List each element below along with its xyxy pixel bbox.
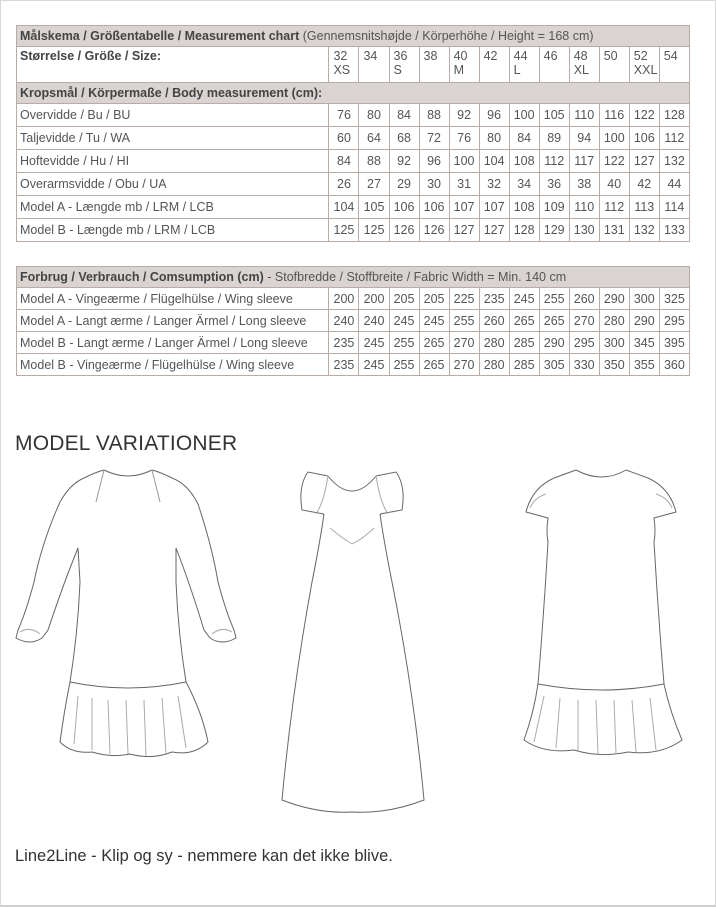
table-cell: 133 — [659, 219, 689, 242]
footer-tagline: Line2Line - Klip og sy - nemmere kan det ikke blive. — [15, 847, 393, 865]
table-cell: 106 — [419, 196, 449, 219]
table-cell: 270 — [449, 354, 479, 376]
size-number: 50 — [603, 49, 618, 63]
table-cell: 113 — [629, 196, 659, 219]
consumption-title: Forbrug / Verbrauch / Comsumption (cm) - Stofbredde / Stoffbreite / Fabric Width = Min. 140 cm — [17, 267, 690, 288]
table-row — [17, 150, 690, 173]
table-cell: 285 — [509, 332, 539, 354]
table-cell: 92 — [449, 104, 479, 127]
table-cell: 270 — [569, 310, 599, 332]
size-cell — [539, 47, 569, 83]
size-cell — [359, 47, 389, 83]
model-variations-heading: MODEL VARIATIONER — [15, 432, 238, 455]
table-cell: 260 — [569, 288, 599, 310]
table-cell: 295 — [569, 332, 599, 354]
table-cell: 68 — [389, 127, 419, 150]
size-cell — [599, 47, 629, 83]
table-cell: 132 — [659, 150, 689, 173]
table-cell: 107 — [479, 196, 509, 219]
table-cell: 122 — [629, 104, 659, 127]
table-cell: 235 — [329, 354, 359, 376]
table-cell: 80 — [359, 104, 389, 127]
table-cell: 255 — [389, 354, 419, 376]
consumption-table — [16, 266, 690, 376]
table-cell: 92 — [389, 150, 419, 173]
table-cell: 305 — [539, 354, 569, 376]
size-number: 48 — [573, 49, 588, 63]
table-row — [17, 332, 690, 354]
table-cell: 110 — [569, 104, 599, 127]
body-measurement-header: Kropsmål / Körpermaße / Body measurement (cm): — [17, 83, 690, 104]
row-label: Overvidde / Bu / BU — [17, 104, 329, 127]
table-cell: 84 — [389, 104, 419, 127]
size-number: 34 — [363, 49, 378, 63]
table-cell: 108 — [509, 196, 539, 219]
measurement-table — [16, 25, 690, 242]
table-cell: 265 — [419, 354, 449, 376]
table-cell: 255 — [449, 310, 479, 332]
table-cell: 245 — [359, 354, 389, 376]
table-cell: 107 — [449, 196, 479, 219]
table-cell: 88 — [419, 104, 449, 127]
size-letter: S — [393, 63, 402, 77]
table-cell: 88 — [359, 150, 389, 173]
table-cell: 345 — [629, 332, 659, 354]
table-cell: 395 — [659, 332, 689, 354]
size-letter: L — [513, 63, 521, 77]
row-label: Model A - Langt ærme / Langer Ärmel / Long sleeve — [17, 310, 329, 332]
table-cell: 265 — [539, 310, 569, 332]
table-cell: 116 — [599, 104, 629, 127]
row-label: Model B - Vingeærme / Flügelhülse / Wing sleeve — [17, 354, 329, 376]
table-cell: 36 — [539, 173, 569, 196]
table-cell: 255 — [389, 332, 419, 354]
size-number: 40 — [453, 49, 468, 63]
table-cell: 89 — [539, 127, 569, 150]
table-cell: 235 — [329, 332, 359, 354]
table-row — [17, 354, 690, 376]
table-cell: 131 — [599, 219, 629, 242]
table-cell: 105 — [359, 196, 389, 219]
table-cell: 130 — [569, 219, 599, 242]
table-cell: 104 — [329, 196, 359, 219]
size-number: 54 — [663, 49, 678, 63]
size-cell — [479, 47, 509, 83]
table-cell: 245 — [419, 310, 449, 332]
table-cell: 26 — [329, 173, 359, 196]
table-cell: 235 — [479, 288, 509, 310]
row-label: Model A - Vingeærme / Flügelhülse / Wing sleeve — [17, 288, 329, 310]
table-cell: 280 — [479, 332, 509, 354]
size-number: 38 — [423, 49, 438, 63]
table-cell: 260 — [479, 310, 509, 332]
table-cell: 42 — [629, 173, 659, 196]
dress-wing-sleeve-flounce-illustration — [504, 462, 704, 782]
table-cell: 355 — [629, 354, 659, 376]
table-cell: 60 — [329, 127, 359, 150]
size-letter: XXL — [633, 63, 658, 77]
size-cell — [449, 47, 479, 83]
table-row — [17, 173, 690, 196]
table-cell: 265 — [509, 310, 539, 332]
table-cell: 104 — [479, 150, 509, 173]
table-cell: 100 — [509, 104, 539, 127]
table-cell: 127 — [479, 219, 509, 242]
size-cell — [509, 47, 539, 83]
size-cell — [419, 47, 449, 83]
size-label: Størrelse / Größe / Size: — [17, 47, 329, 83]
table-row — [17, 127, 690, 150]
table-cell: 27 — [359, 173, 389, 196]
table-cell: 76 — [329, 104, 359, 127]
table-cell: 128 — [659, 104, 689, 127]
table-cell: 127 — [449, 219, 479, 242]
table-cell: 290 — [599, 288, 629, 310]
measurement-title: Målskema / Größentabelle / Measurement chart (Gennemsnitshøjde / Körperhöhe / Height = 168 cm) — [17, 26, 690, 47]
row-label: Taljevidde / Tu / WA — [17, 127, 329, 150]
table-cell: 330 — [569, 354, 599, 376]
table-cell: 112 — [599, 196, 629, 219]
table-cell: 280 — [599, 310, 629, 332]
dress-long-sleeve-illustration — [12, 462, 242, 782]
table-cell: 76 — [449, 127, 479, 150]
table-cell: 245 — [359, 332, 389, 354]
table-cell: 205 — [419, 288, 449, 310]
table-cell: 295 — [659, 310, 689, 332]
table-row — [17, 196, 690, 219]
table-cell: 245 — [389, 310, 419, 332]
consumption-title-row — [17, 267, 690, 288]
table-cell: 240 — [359, 310, 389, 332]
size-number: 36 — [393, 49, 408, 63]
table-cell: 32 — [479, 173, 509, 196]
size-cell — [569, 47, 599, 83]
table-cell: 255 — [539, 288, 569, 310]
table-cell: 127 — [629, 150, 659, 173]
table-cell: 285 — [509, 354, 539, 376]
table-cell: 200 — [329, 288, 359, 310]
table-cell: 126 — [389, 219, 419, 242]
table-cell: 108 — [509, 150, 539, 173]
size-cell — [659, 47, 689, 83]
table-cell: 300 — [599, 332, 629, 354]
table-row — [17, 219, 690, 242]
table-row — [17, 104, 690, 127]
table-cell: 112 — [539, 150, 569, 173]
row-label: Model A - Længde mb / LRM / LCB — [17, 196, 329, 219]
size-number: 44 — [513, 49, 528, 63]
dress-maxi-wing-sleeve-illustration — [268, 462, 438, 842]
table-cell: 270 — [449, 332, 479, 354]
table-cell: 325 — [659, 288, 689, 310]
size-cell — [389, 47, 419, 83]
table-cell: 84 — [509, 127, 539, 150]
table-cell: 72 — [419, 127, 449, 150]
table-cell: 117 — [569, 150, 599, 173]
table-cell: 80 — [479, 127, 509, 150]
row-label: Model B - Langt ærme / Langer Ärmel / Long sleeve — [17, 332, 329, 354]
size-letter: M — [453, 63, 464, 77]
table-row — [17, 310, 690, 332]
size-cell — [629, 47, 659, 83]
size-row — [17, 47, 690, 83]
size-number: 32 — [333, 49, 348, 63]
table-cell: 100 — [599, 127, 629, 150]
table-cell: 38 — [569, 173, 599, 196]
table-cell: 112 — [659, 127, 689, 150]
table-cell: 30 — [419, 173, 449, 196]
table-cell: 300 — [629, 288, 659, 310]
table-cell: 205 — [389, 288, 419, 310]
table-cell: 290 — [629, 310, 659, 332]
size-number: 52 — [633, 49, 648, 63]
size-letter: XL — [573, 63, 589, 77]
table-cell: 106 — [389, 196, 419, 219]
size-number: 46 — [543, 49, 558, 63]
table-cell: 200 — [359, 288, 389, 310]
body-measurement-header-row — [17, 83, 690, 104]
table-cell: 29 — [389, 173, 419, 196]
table-cell: 40 — [599, 173, 629, 196]
table-cell: 128 — [509, 219, 539, 242]
row-label: Model B - Længde mb / LRM / LCB — [17, 219, 329, 242]
table-cell: 96 — [419, 150, 449, 173]
measurement-title-row — [17, 26, 690, 47]
table-cell: 84 — [329, 150, 359, 173]
table-cell: 360 — [659, 354, 689, 376]
table-cell: 100 — [449, 150, 479, 173]
table-cell: 105 — [539, 104, 569, 127]
table-cell: 245 — [509, 288, 539, 310]
table-cell: 290 — [539, 332, 569, 354]
row-label: Overarmsvidde / Obu / UA — [17, 173, 329, 196]
table-cell: 280 — [479, 354, 509, 376]
table-cell: 94 — [569, 127, 599, 150]
table-cell: 64 — [359, 127, 389, 150]
table-cell: 110 — [569, 196, 599, 219]
table-cell: 106 — [629, 127, 659, 150]
table-cell: 125 — [359, 219, 389, 242]
table-row — [17, 288, 690, 310]
table-cell: 350 — [599, 354, 629, 376]
table-cell: 34 — [509, 173, 539, 196]
table-cell: 225 — [449, 288, 479, 310]
table-cell: 122 — [599, 150, 629, 173]
row-label: Hoftevidde / Hu / HI — [17, 150, 329, 173]
table-cell: 129 — [539, 219, 569, 242]
table-cell: 126 — [419, 219, 449, 242]
table-cell: 109 — [539, 196, 569, 219]
table-cell: 125 — [329, 219, 359, 242]
size-cell — [329, 47, 359, 83]
table-cell: 114 — [659, 196, 689, 219]
table-cell: 31 — [449, 173, 479, 196]
table-cell: 132 — [629, 219, 659, 242]
table-cell: 44 — [659, 173, 689, 196]
table-cell: 240 — [329, 310, 359, 332]
size-number: 42 — [483, 49, 498, 63]
table-cell: 96 — [479, 104, 509, 127]
size-letter: XS — [333, 63, 351, 77]
table-cell: 265 — [419, 332, 449, 354]
